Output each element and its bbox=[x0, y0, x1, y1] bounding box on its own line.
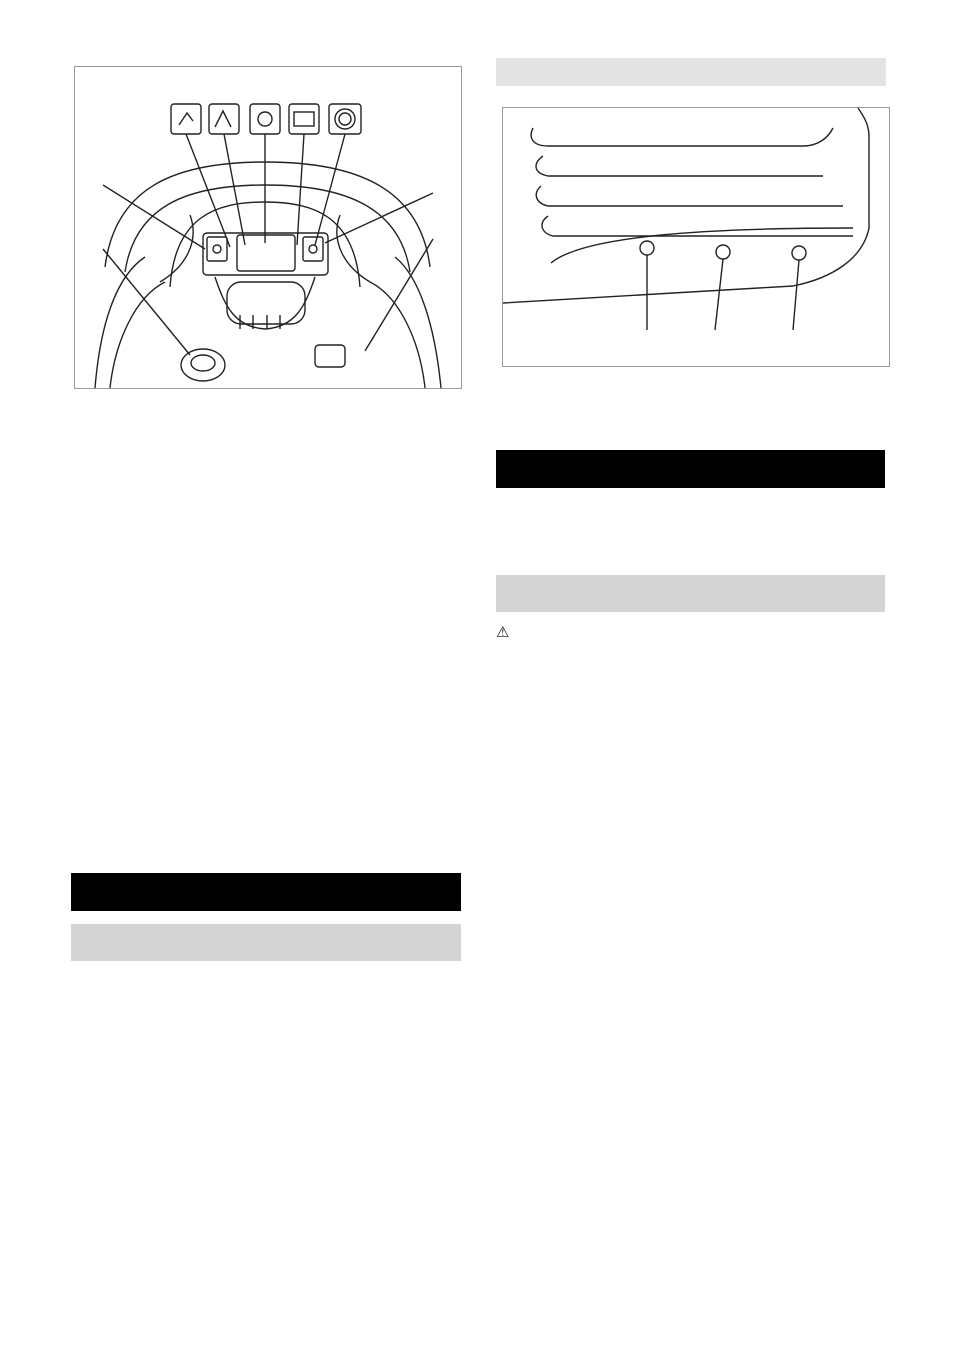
warning-title-row bbox=[496, 619, 519, 645]
subsection-heading-filling bbox=[496, 575, 885, 612]
warning-triangle-icon: ⚠ bbox=[496, 624, 510, 641]
heading-charge-display bbox=[496, 58, 886, 86]
section-heading-operation bbox=[496, 450, 885, 488]
subsection-heading-battery-charging bbox=[71, 924, 461, 961]
legend-list-left bbox=[71, 393, 461, 873]
section-heading-before-use bbox=[71, 873, 461, 911]
control-panel-figure bbox=[74, 66, 462, 389]
charge-display-figure bbox=[502, 107, 890, 367]
control-panel-drawing bbox=[75, 67, 461, 388]
charge-display-drawing bbox=[503, 108, 889, 366]
